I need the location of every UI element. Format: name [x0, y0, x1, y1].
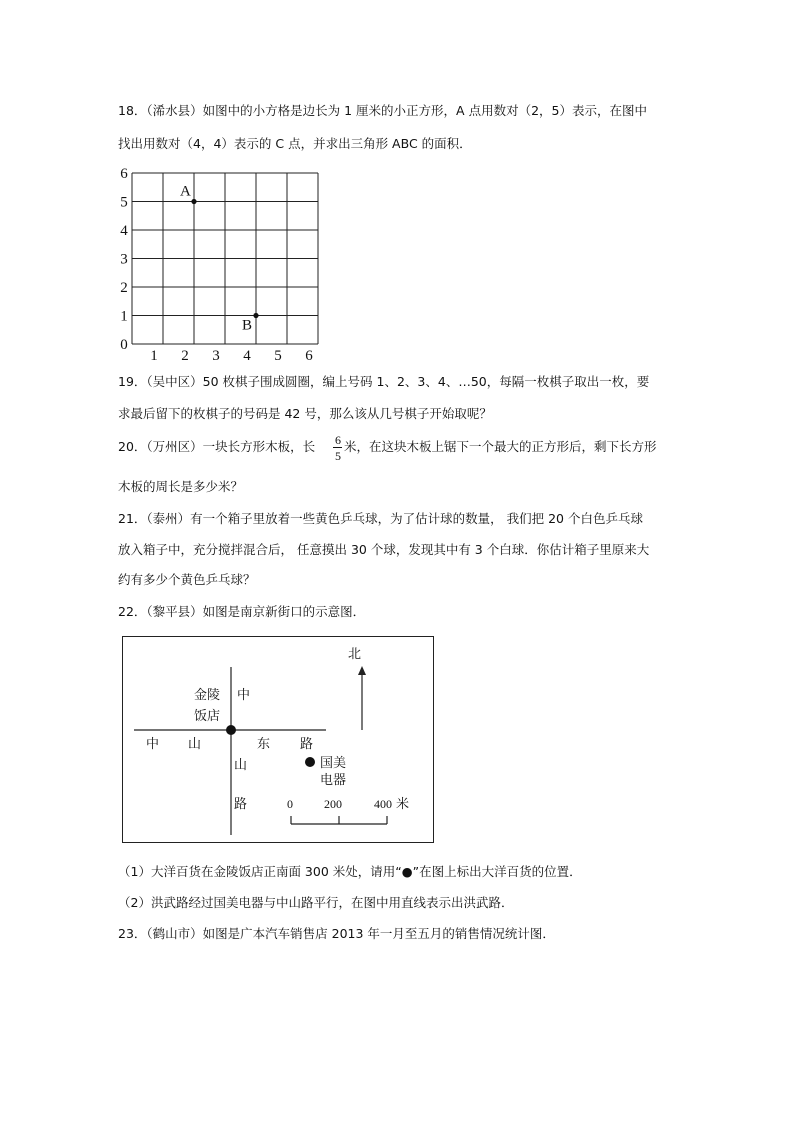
road-h-char-1: 中 — [146, 736, 160, 751]
road-h-char-2: 山 — [188, 736, 202, 751]
q18-text-line2: 找出用数对（4，4）表示的 C 点，并求出三角形 ABC 的面积． — [118, 136, 472, 151]
q22-sub2-text: （2）洪武路经过国美电器与中山路平行，在图中用直线表示出洪武路． — [118, 895, 514, 910]
x-tick-label: 1 — [150, 348, 158, 362]
north-arrow-head — [358, 666, 366, 675]
q20-text-line1-b: 米，在这块木板上锯下一个最大的正方形后，剩下长方形 — [344, 439, 657, 454]
store-label-1: 国美 — [320, 755, 347, 770]
store-label-2: 电器 — [320, 772, 347, 787]
q18-text-line1: 18．（浠水县）如图中的小方格是边长为 1 厘米的小正方形，A 点用数对（2，5）表示，在图中 — [118, 103, 647, 118]
q20-text-line1-a: 20．（万州区）一块长方形木板，长 — [118, 439, 316, 454]
q22-text-line1: 22．（黎平县）如图是南京新街口的示意图． — [118, 604, 366, 619]
scale-label-0: 0 — [287, 797, 293, 811]
y-tick-label: 5 — [120, 194, 128, 211]
point-label-a: A — [180, 183, 191, 200]
q21-text-line3: 约有多少个黄色乒乓球？ — [118, 572, 256, 587]
road-v-char-1: 中 — [237, 687, 251, 702]
q19-text-line1: 19．（吴中区）50 枚棋子围成圆圈，编上号码 1、2、3、4、…50，每隔一枚棋子取出一枚，要 — [118, 374, 650, 389]
north-label: 北 — [348, 646, 362, 661]
x-tick-label: 4 — [243, 348, 251, 362]
y-tick-label: 2 — [120, 280, 128, 296]
jinling-hotel-dot — [226, 725, 236, 735]
point-b — [253, 313, 258, 318]
scale-unit: 米 — [396, 796, 410, 811]
y-tick-label: 3 — [120, 251, 128, 268]
hotel-label-2: 饭店 — [194, 708, 221, 723]
road-v-char-3: 路 — [234, 796, 248, 811]
q21-text-line2: 放入箱子中，充分搅拌混合后， 任意摸出 30 个球，发现其中有 3 个白球．你估计箱子里原来大 — [118, 542, 650, 557]
q21-text-line1: 21．（泰州）有一个箱子里放着一些黄色乒乓球，为了估计球的数量， 我们把 20 个白色乒乓球 — [118, 511, 643, 526]
fraction-numerator: 6 — [335, 433, 341, 447]
road-h-char-4: 路 — [300, 736, 314, 751]
q20-text-line2: 木板的周长是多少米？ — [118, 479, 244, 494]
y-tick-label: 0 — [120, 337, 128, 353]
q19-text-line2: 求最后留下的枚棋子的号码是 42 号，那么该从几号棋子开始取呢？ — [118, 406, 492, 421]
fraction-denominator: 5 — [335, 449, 341, 463]
hotel-label-1: 金陵 — [194, 687, 221, 702]
x-tick-label: 5 — [274, 348, 282, 362]
street-map-drawing — [122, 636, 434, 843]
q23-text-line1: 23．（鹤山市）如图是广本汽车销售店 2013 年一月至五月的销售情况统计图． — [118, 926, 555, 941]
y-tick-label: 6 — [120, 166, 128, 182]
scale-label-400: 400 — [374, 797, 392, 811]
road-h-char-3: 东 — [257, 736, 271, 751]
y-tick-label: 4 — [120, 223, 128, 239]
gome-store-dot — [305, 757, 315, 767]
x-tick-label: 6 — [305, 348, 313, 362]
road-v-char-2: 山 — [234, 757, 248, 772]
fraction-bar — [333, 447, 342, 448]
scale-label-200: 200 — [324, 797, 342, 811]
x-tick-label: 2 — [181, 348, 189, 362]
point-a — [191, 199, 196, 204]
q22-sub1-text: （1）大洋百货在金陵饭店正南面 300 米处，请用“●”在图上标出大洋百货的位置． — [118, 864, 582, 879]
point-label-b: B — [242, 317, 253, 334]
coordinate-grid — [110, 162, 330, 362]
x-tick-label: 3 — [212, 348, 220, 362]
street-map — [122, 636, 434, 843]
y-tick-label: 1 — [120, 308, 128, 325]
